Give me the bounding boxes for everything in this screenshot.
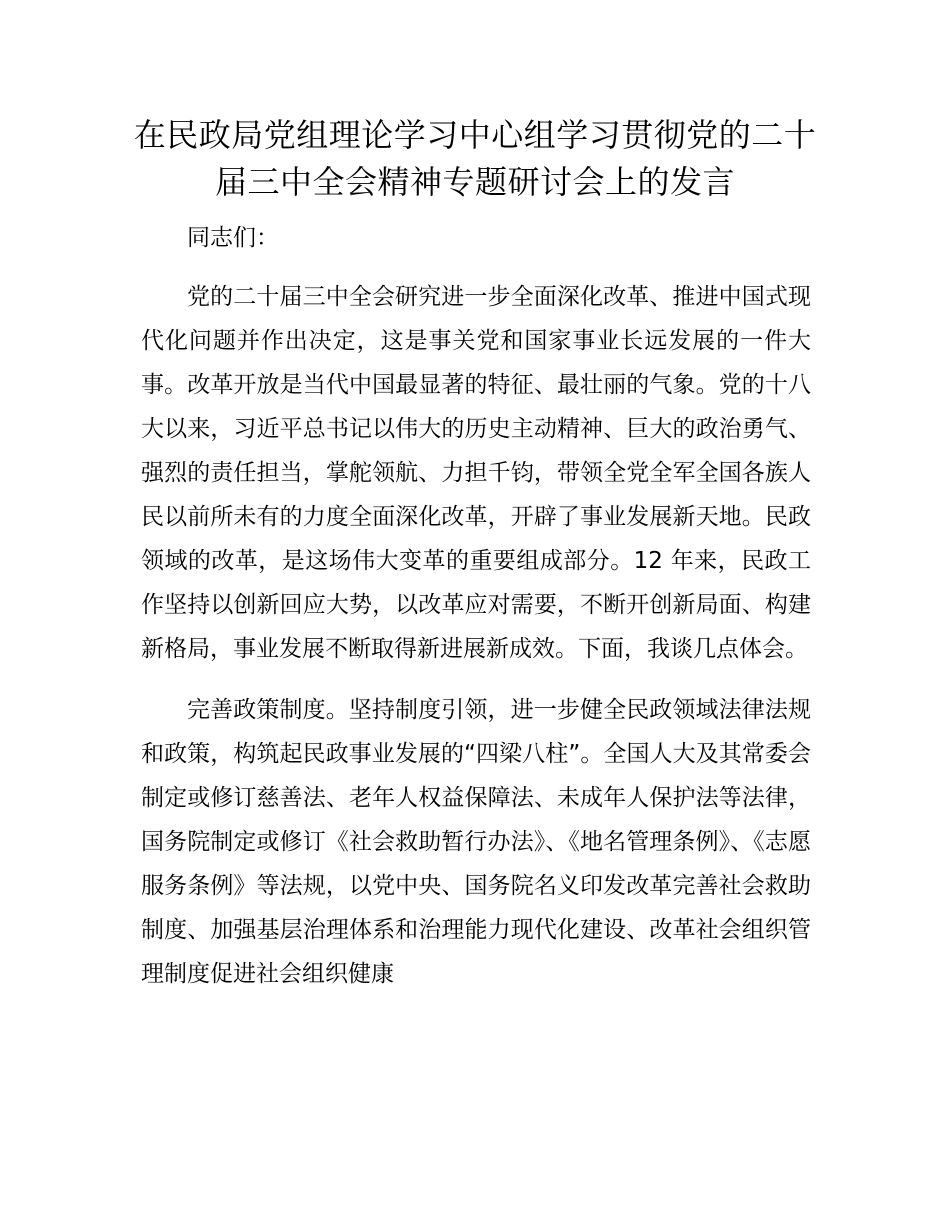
document-body <box>141 216 811 996</box>
salutation: 同志们： <box>187 225 279 251</box>
document-title: 在民政局党组理论学习中心组学习贯彻党的二十届三中全会精神专题研讨会上的发言 <box>133 116 817 201</box>
body-paragraph-1: 党的二十届三中全会研究进一步全面深化改革、推进中国式现代化问题并作出决定，这是事关党和国家事业长远发展的一件大事。改革开放是当代中国最显著的特征、最壮丽的气象。党的十八大以来，习近平总书记以伟大的历史主动精神、巨大的政治勇气、强烈的责任担当，掌舵领航、力担千钧，带领全党全军全国各族人民以前所未有的力度全面深化改革，开辟了事业发展新天地。民政领域的改革，是这场伟大变革的重要组成部分。12 年来，民政工作坚持以创新回应大势，以改革应对需要，不断开创新局面、构建新格局，事业发展不断取得新进展新成效。下面，我谈几点体会。 <box>141 284 811 662</box>
body-paragraph-2: 完善政策制度。坚持制度引领，进一步健全民政领域法律法规和政策，构筑起民政事业发展的“四梁八柱”。全国人大及其常委会制定或修订慈善法、老年人权益保障法、未成年人保护法等法律，国务院制定或修订《社会救助暂行办法》、《地名管理条例》、《志愿服务条例》等法规，以党中央、国务院名义印发改革完善社会救助制度、加强基层治理体系和治理能力现代化建设、改革社会组织管理制度促进社会组织健康 <box>141 697 811 987</box>
